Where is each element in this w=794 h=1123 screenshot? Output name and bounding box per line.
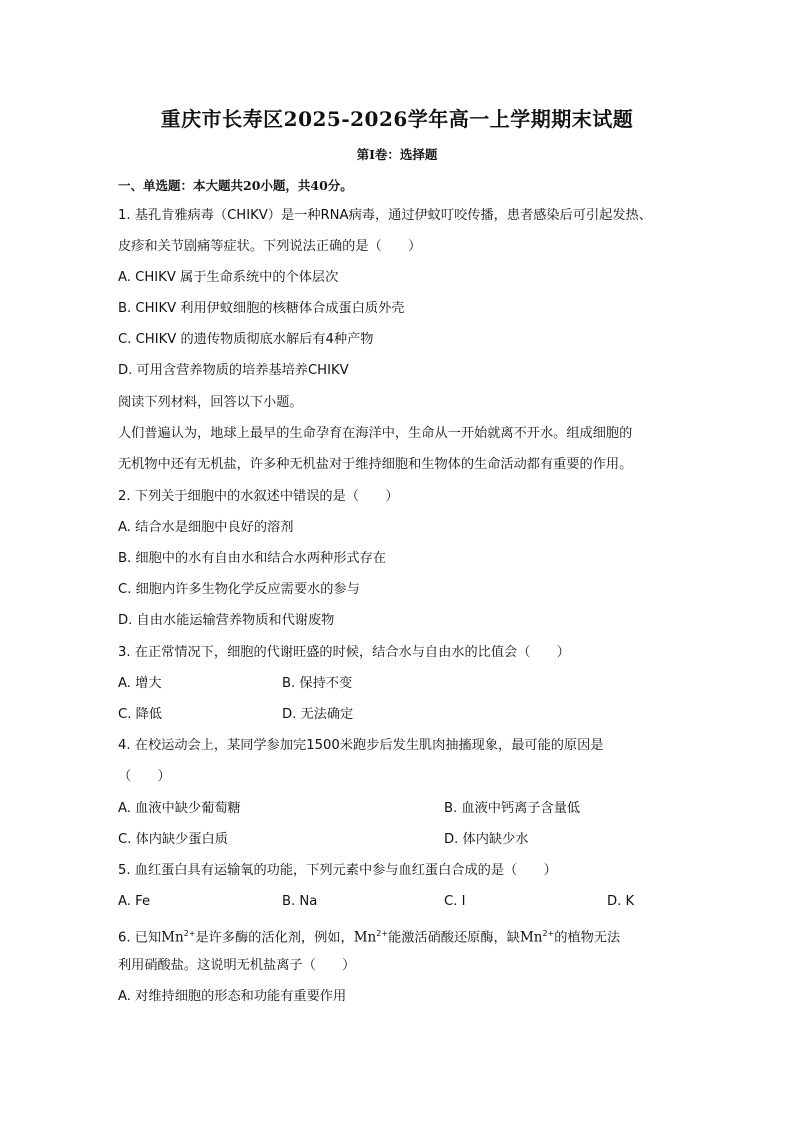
mn-ion: Mn [161,929,184,946]
passage-line2: 无机物中还有无机盐，许多种无机盐对于维持细胞和生物体的生命活动都有重要的作用。 [118,457,633,472]
q3-option-a: A. 增大 [118,676,162,691]
mn-ion: Mn [353,929,377,946]
q4-option-c: C. 体内缺少蛋白质 [118,832,228,847]
page-subtitle: 第Ⅰ卷：选择题 [356,147,438,162]
q6-text-seg3: 能激活硝酸还原酶，缺 [388,930,520,946]
q2-option-c: C. 细胞内许多生物化学反应需要水的参与 [118,582,360,597]
q5-option-d: D. K [607,894,635,909]
q2-stem: 2. 下列关于细胞中的水叙述中错误的是（ ） [118,489,399,504]
q1-stem-line1: 1. 基孔肯雅病毒（CHIKV）是一种RNA病毒，通过伊蚊叮咬传播，患者感染后可引起发热、 [118,208,652,223]
q6-text-seg4: 的植物无法 [554,930,621,946]
q6-stem-line1 [118,925,620,947]
section-heading: 一、单选题：本大题共20小题，共40分。 [118,178,353,193]
q5-stem: 5. 血红蛋白具有运输氧的功能，下列元素中参与血红蛋白合成的是（ ） [118,863,557,878]
page-title: 重庆市长寿区2025-2026学年高一上学期期末试题 [160,107,634,131]
q3-option-c: C. 降低 [118,707,162,722]
ion-charge: 2+ [376,929,389,938]
q1-option-b: B. CHIKV 利用伊蚊细胞的核糖体合成蛋白质外壳 [118,301,405,316]
q2-option-a: A. 结合水是细胞中良好的溶剂 [118,520,294,535]
q1-option-c: C. CHIKV 的遗传物质彻底水解后有4种产物 [118,332,374,347]
q6-text-seg2: 是许多酶的活化剂，例如， [195,930,354,946]
q5-option-a: A. Fe [118,894,151,909]
q1-option-a: A. CHIKV 属于生命系统中的个体层次 [118,270,339,285]
q6-text-seg1: 6. 已知 [118,930,162,946]
q4-option-a: A. 血液中缺少葡萄糖 [118,801,241,816]
q2-option-d: D. 自由水能运输营养物质和代谢废物 [118,613,335,628]
q1-stem-line2: 皮疹和关节剧痛等症状。下列说法正确的是（ ） [118,239,422,254]
q6-stem-line2: 利用硝酸盐。这说明无机盐离子（ ） [118,958,356,973]
q4-stem-line1: 4. 在校运动会上，某同学参加完1500米跑步后发生肌肉抽搐现象，最可能的原因是 [118,738,604,753]
q6-option-a: A. 对维持细胞的形态和功能有重要作用 [118,989,347,1004]
q5-option-b: B. Na [282,894,318,909]
mn-ion: Mn [519,929,543,946]
passage-line1: 人们普遍认为，地球上最早的生命孕育在海洋中，生命从一开始就离不开水。组成细胞的 [118,426,633,441]
q4-option-b: B. 血液中钙离子含量低 [444,801,581,816]
q1-option-d: D. 可用含营养物质的培养基培养CHIKV [118,363,349,378]
q3-stem: 3. 在正常情况下，细胞的代谢旺盛的时候，结合水与自由水的比值会（ ） [118,645,570,660]
q3-option-b: B. 保持不变 [282,676,353,691]
q2-option-b: B. 细胞中的水有自由水和结合水两种形式存在 [118,551,386,566]
ion-charge: 2+ [183,929,196,938]
q3-option-d: D. 无法确定 [282,707,354,722]
ion-charge: 2+ [542,929,555,938]
q4-stem-line2: （ ） [118,769,171,784]
q5-option-c: C. I [444,894,466,909]
passage-intro: 阅读下列材料，回答以下小题。 [118,395,303,410]
q4-option-d: D. 体内缺少水 [444,832,529,847]
